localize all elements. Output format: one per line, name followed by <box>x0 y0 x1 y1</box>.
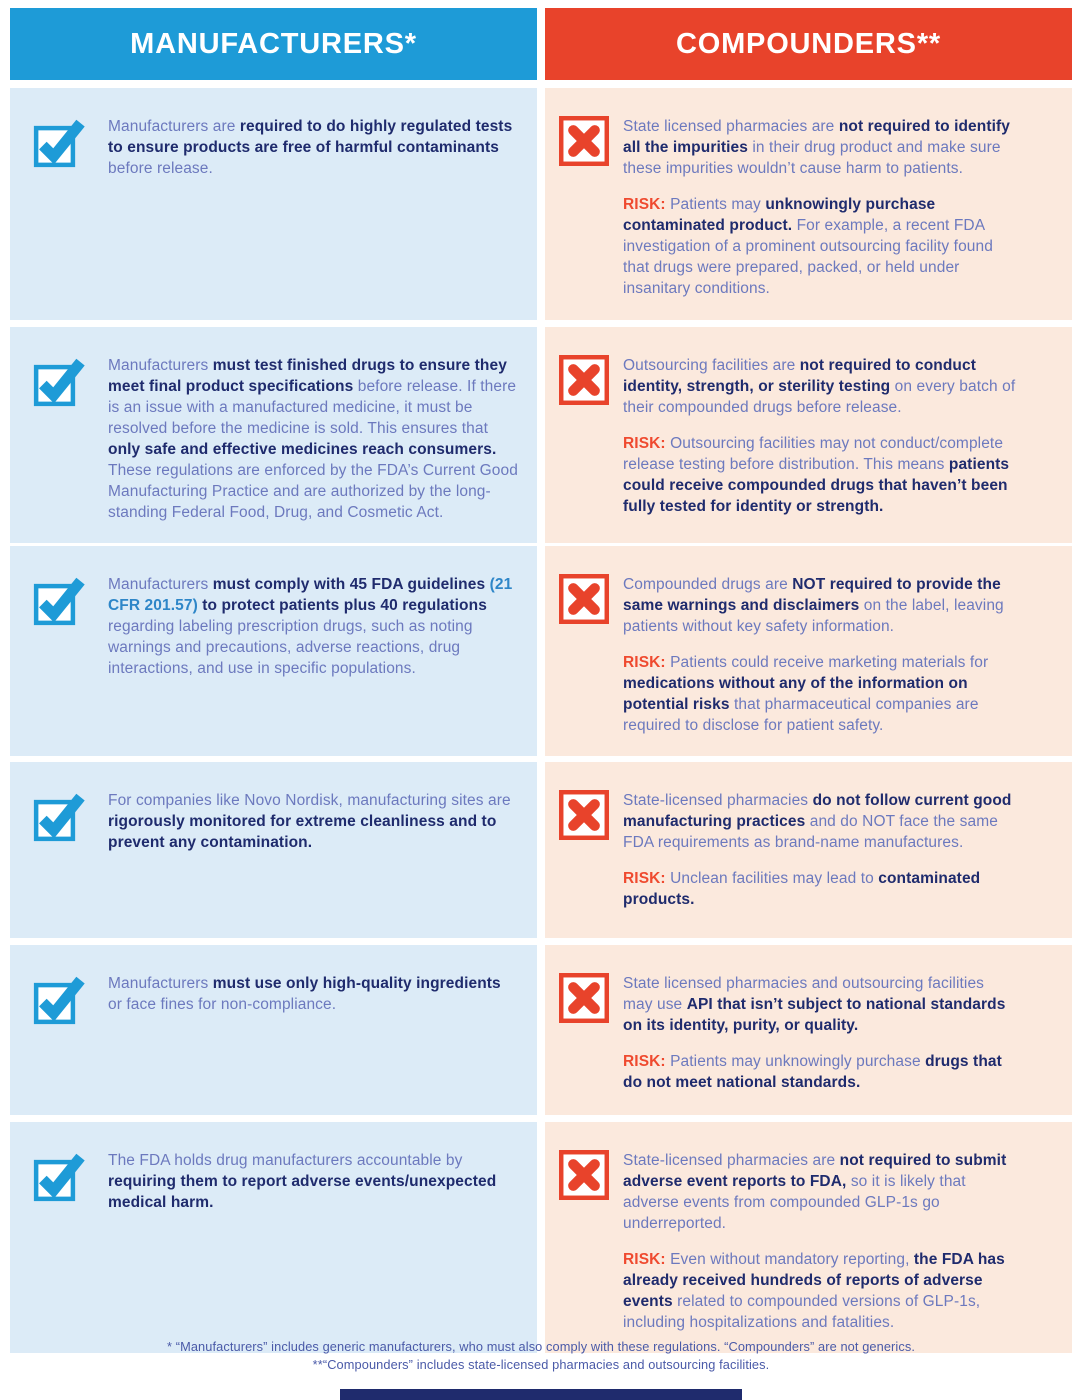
compounder-cell <box>545 88 1072 320</box>
statement: State-licensed pharmacies do not follow current good manufacturing practices and do NOT face the same FDA requirements as brand-name manufactures. <box>623 792 1012 851</box>
x-icon <box>559 790 609 840</box>
risk-statement: RISK: Even without mandatory reporting, the FDA has already received hundreds of reports of adverse events related to compounded versions of GLP-1s, including hospitalizations and fatalities. <box>623 1251 1005 1331</box>
compounder-text <box>623 973 1016 1093</box>
risk-statement: RISK: Patients may unknowingly purchase contaminated product. For example, a recent FDA investigation of a prominent outsourcing facility found that drugs were prepared, packed, or held under insanitary conditions. <box>623 196 993 297</box>
check-icon <box>32 355 86 407</box>
statement: Manufacturers must use only high-quality ingredients or face fines for non-compliance. <box>108 975 501 1013</box>
risk-statement: RISK: Unclean facilities may lead to contaminated products. <box>623 870 981 908</box>
check-icon <box>32 1150 86 1202</box>
statement: Compounded drugs are NOT required to provide the same warnings and disclaimers on the label, leaving patients without key safety information. <box>623 576 1004 635</box>
manufacturer-cell <box>10 88 537 320</box>
compounder-cell <box>545 1122 1072 1353</box>
x-icon <box>559 116 609 166</box>
table-row <box>10 1122 1072 1329</box>
statement: The FDA holds drug manufacturers accountable by requiring them to report adverse events/unexpected medical harm. <box>108 1152 497 1211</box>
x-icon <box>559 973 609 1023</box>
compounder-text <box>623 355 1016 517</box>
compounders-header <box>545 8 1072 80</box>
statement: For companies like Novo Nordisk, manufacturing sites are rigorously monitored for extreme cleanliness and to prevent any contamination. <box>108 792 511 851</box>
table-row <box>10 945 1072 1115</box>
table-row <box>10 546 1072 755</box>
manufacturer-cell <box>10 762 537 938</box>
check-icon <box>32 790 86 842</box>
manufacturer-text <box>108 574 519 679</box>
x-icon <box>559 574 609 624</box>
statement: Manufacturers are required to do highly regulated tests to ensure products are free of harmful contaminants before release. <box>108 118 513 177</box>
compounder-text <box>623 790 1016 910</box>
manufacturer-text <box>108 790 519 853</box>
statement: State-licensed pharmacies are not required to submit adverse event reports to FDA, so it is likely that adverse events from compounded GLP-1s go underreported. <box>623 1152 1007 1232</box>
statement: State licensed pharmacies are not required to identify all the impurities in their drug product and make sure these impurities wouldn’t cause harm to patients. <box>623 118 1010 177</box>
manufacturer-cell <box>10 546 537 756</box>
statement: State licensed pharmacies and outsourcing facilities may use API that isn’t subject to national standards on its identity, purity, or quality. <box>623 975 1006 1034</box>
manufacturer-text <box>108 1150 519 1213</box>
table-row <box>10 762 1072 938</box>
manufacturers-title: MANUFACTURERS* <box>130 27 417 60</box>
compounders-title: COMPOUNDERS** <box>676 27 941 60</box>
manufacturer-cell <box>10 327 537 543</box>
compounder-cell <box>545 546 1072 756</box>
table-row <box>10 88 1072 320</box>
manufacturer-cell <box>10 1122 537 1353</box>
compounder-text <box>623 1150 1016 1333</box>
manufacturer-cell <box>10 945 537 1115</box>
check-icon <box>32 574 86 626</box>
risk-statement: RISK: Patients may unknowingly purchase drugs that do not meet national standards. <box>623 1053 1002 1091</box>
manufacturer-text <box>108 355 519 523</box>
statement: Manufacturers must comply with 45 FDA guidelines (21 CFR 201.57) to protect patients plus 40 regulations regarding labeling prescription drugs, such as noting warnings and precautions, adverse reactions, drug interactions, and use in specific populations. <box>108 576 513 677</box>
manufacturers-header <box>10 8 537 80</box>
check-icon <box>32 973 86 1025</box>
table-row <box>10 327 1072 539</box>
compounder-text <box>623 574 1016 736</box>
x-icon <box>559 1150 609 1200</box>
compounder-cell <box>545 945 1072 1115</box>
check-icon <box>32 116 86 168</box>
footnote-manufacturers: * “Manufacturers” includes generic manufacturers, who must also comply with these regulations. “Compounders” are not generics. <box>166 1339 916 1354</box>
footnote-compounders: **“Compounders” includes state-licensed pharmacies and outsourcing facilities. <box>312 1357 770 1372</box>
statement: Manufacturers must test finished drugs to ensure they meet final product specifications before release. If there is an issue with a manufactured medicine, it must be resolved before the medicine is sold. This ensures that only safe and effective medicines reach consumers. These regulations are enforced by the FDA’s Current Good Manufacturing Practice and are authorized by the long-standing Federal Food, Drug, and Cosmetic Act. <box>108 357 518 521</box>
x-icon <box>559 355 609 405</box>
statement: Outsourcing facilities are not required to conduct identity, strength, or sterility testing on every batch of their compounded drugs before release. <box>623 357 1016 416</box>
table-header <box>10 8 1072 80</box>
footnotes <box>10 1338 1072 1374</box>
manufacturer-text <box>108 116 519 179</box>
risk-statement: RISK: Patients could receive marketing materials for medications without any of the information on potential risks that pharmaceutical companies are required to disclose for patient safety. <box>623 654 989 734</box>
manufacturer-text <box>108 973 519 1015</box>
compounder-cell <box>545 327 1072 543</box>
compounder-text <box>623 116 1016 299</box>
risk-statement: RISK: Outsourcing facilities may not conduct/complete release testing before distribution. This means patients could receive compounded drugs that haven’t been fully tested for identity or strength. <box>623 435 1010 515</box>
compounder-cell <box>545 762 1072 938</box>
